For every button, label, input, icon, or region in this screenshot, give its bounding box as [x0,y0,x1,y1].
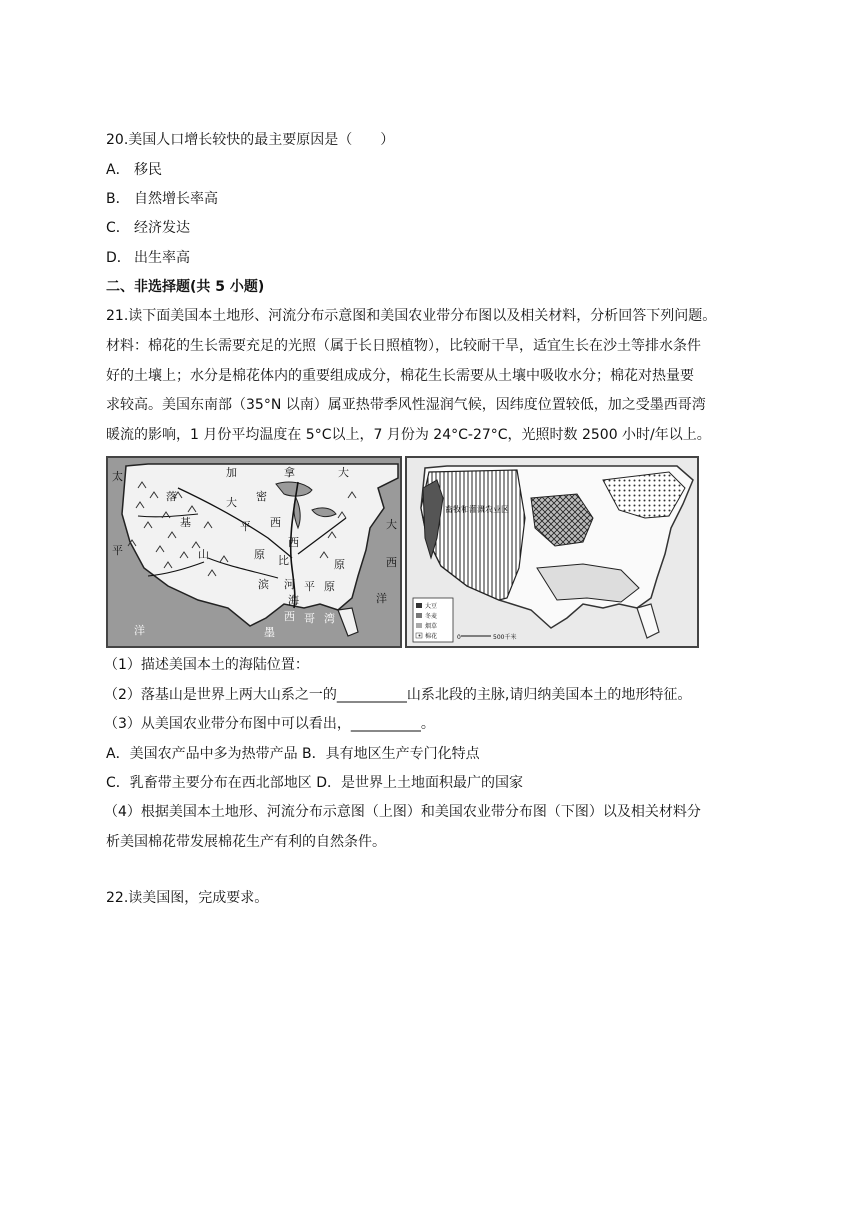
map-label: 墨 [264,626,275,639]
q21-sub2: （2）落基山是世界上两大山系之一的__________山系北段的主脉,请归纳美国本土的地形特征。 [104,687,692,703]
region-label: 畜牧和灌溉农业区 [445,505,509,514]
map-label: 西 [270,516,281,529]
q20-stem: 20.美国人口增长较快的最主要原因是（ ） [106,132,395,148]
q20-option-c [106,218,190,238]
map-label: 海 [288,594,299,607]
option-label: B． [106,191,130,207]
map-label: 原 [254,548,265,561]
map-label: 密 [256,490,267,503]
legend-item: 大豆 [425,603,438,610]
terrain-river-map [106,456,402,648]
q21-material-line: 材料：棉花的生长需要充足的光照（属于长日照植物），比较耐干旱，适宜生长在沙土等排水条件 [106,338,701,354]
q21-sub4: （4）根据美国本土地形、河流分布示意图（上图）和美国农业带分布图（下图）以及相关材料分 [104,804,701,820]
section-title: 二、非选择题(共 5 小题) [106,279,265,295]
map-label: 原 [334,558,345,571]
agriculture-map-graphic [407,458,697,646]
q22-stem: 22.读美国图，完成要求。 [106,890,269,906]
map-label: 西 [288,536,299,549]
q21-sub3-options: A．美国农产品中多为热带产品 B．具有地区生产专门化特点 [106,746,480,762]
map-label: 哥 [304,612,315,625]
map-label: 湾 [324,612,335,625]
terrain-map-graphic [108,458,400,646]
q21-material-line: 好的土壤上；水分是棉花体内的重要组成成分，棉花生长需要从土壤中吸收水分；棉花对热量要 [106,368,694,384]
legend-swatch [416,633,422,638]
map-label: 拿 [284,466,295,479]
map-label: 平 [304,580,315,593]
option-label: D． [106,250,131,266]
map-label: 洋 [134,624,145,637]
map-label: 大 [226,496,237,509]
map-label: 平 [112,544,123,557]
map-label: 滨 [258,578,269,591]
legend-swatch [416,623,422,628]
q21-stem: 21.读下面美国本土地形、河流分布示意图和美国农业带分布图以及相关材料，分析回答下列问题。 [106,308,717,324]
option-text: 出生率高 [134,250,190,266]
option-label: C． [106,220,130,236]
map-label: 河 [284,578,295,591]
map-label: 西 [284,610,295,623]
q21-sub3: （3）从美国农业带分布图中可以看出，__________。 [104,716,435,732]
map-label: 大 [386,518,397,531]
q21-sub3-options: C．乳畜带主要分布在西北部地区 D．是世界上土地面积最广的国家 [106,775,524,791]
map-label: 大 [338,466,349,479]
map-label: 太 [112,470,123,483]
legend-item: 棉花 [425,633,438,640]
option-text: 移民 [134,162,162,178]
scale-label: 500千米 [493,634,517,641]
legend-swatch [416,613,422,618]
q20-option-a [106,160,162,180]
option-text: 自然增长率高 [134,191,218,207]
q21-sub4: 析美国棉花带发展棉花生产有利的自然条件。 [106,834,386,850]
option-text: 经济发达 [134,220,190,236]
q20-option-d [106,248,190,268]
map-label: 比 [278,554,289,567]
map-label: 基 [180,516,191,529]
q20-option-b [106,189,218,209]
map-label: 西 [386,556,397,569]
agriculture-belt-map [405,456,699,648]
map-label: 平 [240,520,251,533]
legend-swatch [416,603,422,608]
q21-material-line: 暖流的影响，1 月份平均温度在 5°C以上，7 月份为 24°C-27°C，光照时数 2500 小时/年以上。 [106,427,711,443]
map-label: 山 [198,548,209,561]
legend-item: 冬麦 [425,613,438,620]
map-label: 加 [226,466,237,479]
scale-zero: 0 [457,634,461,641]
legend-item: 烟草 [425,623,438,630]
option-label: A． [106,162,130,178]
map-label: 落 [166,490,177,503]
q21-material-line: 求较高。美国东南部（35°N 以南）属亚热带季风性湿润气候，因纬度位置较低，加之受墨西哥湾 [106,397,706,413]
q21-sub1: （1）描述美国本土的海陆位置： [104,657,309,673]
map-label: 原 [324,580,335,593]
map-label: 洋 [376,592,387,605]
